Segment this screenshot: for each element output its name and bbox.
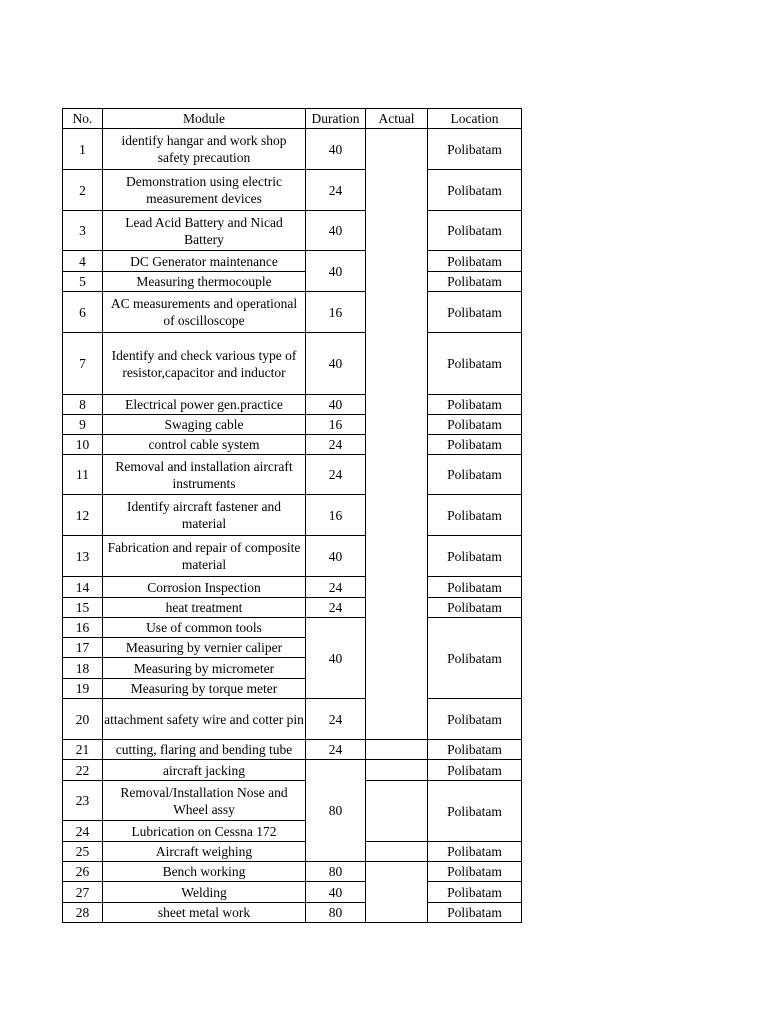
row-number: 9 [62, 414, 103, 435]
row-module: Demonstration using electric measurement devices [102, 169, 306, 211]
row-number: 15 [62, 597, 103, 618]
header-duration: Duration [305, 108, 366, 129]
row-number: 13 [62, 535, 103, 577]
row-module: DC Generator maintenance [102, 250, 306, 272]
row-number: 3 [62, 210, 103, 251]
row-duration: 24 [305, 454, 366, 495]
row-number: 14 [62, 576, 103, 598]
row-location: Polibatam [427, 291, 522, 333]
row-number: 2 [62, 169, 103, 211]
row-module: identify hangar and work shop safety precaution [102, 128, 306, 170]
row-module: Bench working [102, 861, 306, 882]
row-module: AC measurements and operational of oscilloscope [102, 291, 306, 333]
row-actual [365, 128, 428, 740]
row-module: Electrical power gen.practice [102, 394, 306, 415]
module-schedule-table [62, 108, 522, 922]
row-number: 5 [62, 271, 103, 292]
row-duration: 40 [305, 128, 366, 170]
row-number: 21 [62, 739, 103, 760]
row-number: 22 [62, 759, 103, 781]
row-module: Removal/Installation Nose and Wheel assy [102, 780, 306, 821]
row-location: Polibatam [427, 576, 522, 598]
header-no: No. [62, 108, 103, 129]
row-location: Polibatam [427, 861, 522, 882]
row-module: Corrosion Inspection [102, 576, 306, 598]
row-location: Polibatam [427, 881, 522, 903]
row-duration: 24 [305, 739, 366, 760]
row-duration: 40 [305, 535, 366, 577]
row-location: Polibatam [427, 332, 522, 395]
row-actual [365, 841, 428, 862]
row-duration: 24 [305, 434, 366, 455]
row-location: Polibatam [427, 414, 522, 435]
row-duration: 16 [305, 291, 366, 333]
row-duration: 40 [305, 617, 366, 699]
row-module: Welding [102, 881, 306, 903]
row-location: Polibatam [427, 698, 522, 740]
row-location: Polibatam [427, 494, 522, 536]
row-duration: 16 [305, 414, 366, 435]
row-duration: 40 [305, 210, 366, 251]
row-number: 18 [62, 657, 103, 679]
row-location: Polibatam [427, 454, 522, 495]
row-module: Lubrication on Cessna 172 [102, 820, 306, 842]
row-location: Polibatam [427, 128, 522, 170]
row-location: Polibatam [427, 434, 522, 455]
row-module: control cable system [102, 434, 306, 455]
row-duration: 16 [305, 494, 366, 536]
row-module: Measuring by vernier caliper [102, 637, 306, 658]
row-module: Swaging cable [102, 414, 306, 435]
row-number: 11 [62, 454, 103, 495]
header-location: Location [427, 108, 522, 129]
row-number: 4 [62, 250, 103, 272]
row-module: Use of common tools [102, 617, 306, 638]
row-number: 8 [62, 394, 103, 415]
row-duration: 24 [305, 169, 366, 211]
row-duration: 24 [305, 597, 366, 618]
row-location: Polibatam [427, 739, 522, 760]
row-duration: 40 [305, 881, 366, 903]
row-location: Polibatam [427, 597, 522, 618]
row-location: Polibatam [427, 210, 522, 251]
row-location: Polibatam [427, 902, 522, 923]
row-module: cutting, flaring and bending tube [102, 739, 306, 760]
row-number: 26 [62, 861, 103, 882]
row-module: Measuring thermocouple [102, 271, 306, 292]
row-location: Polibatam [427, 394, 522, 415]
row-number: 24 [62, 820, 103, 842]
row-module: Fabrication and repair of composite material [102, 535, 306, 577]
row-location: Polibatam [427, 169, 522, 211]
row-module: Measuring by micrometer [102, 657, 306, 679]
row-module: heat treatment [102, 597, 306, 618]
row-number: 20 [62, 698, 103, 740]
row-module: Removal and installation aircraft instruments [102, 454, 306, 495]
row-number: 25 [62, 841, 103, 862]
row-module: Identify aircraft fastener and material [102, 494, 306, 536]
row-duration: 80 [305, 861, 366, 882]
row-duration: 80 [305, 759, 366, 862]
row-location: Polibatam [427, 617, 522, 699]
row-number: 19 [62, 678, 103, 699]
row-duration: 80 [305, 902, 366, 923]
row-location: Polibatam [427, 780, 522, 842]
row-actual [365, 861, 428, 923]
header-module: Module [102, 108, 306, 129]
row-number: 6 [62, 291, 103, 333]
row-location: Polibatam [427, 250, 522, 272]
row-location: Polibatam [427, 841, 522, 862]
row-number: 10 [62, 434, 103, 455]
row-module: attachment safety wire and cotter pin [102, 698, 306, 740]
row-number: 17 [62, 637, 103, 658]
row-actual [365, 739, 428, 760]
row-number: 16 [62, 617, 103, 638]
row-module: sheet metal work [102, 902, 306, 923]
row-module: aircraft jacking [102, 759, 306, 781]
header-actual: Actual [365, 108, 428, 129]
row-number: 12 [62, 494, 103, 536]
row-actual [365, 780, 428, 842]
row-location: Polibatam [427, 535, 522, 577]
row-duration: 40 [305, 394, 366, 415]
row-location: Polibatam [427, 271, 522, 292]
row-duration: 40 [305, 332, 366, 395]
row-module: Lead Acid Battery and Nicad Battery [102, 210, 306, 251]
row-module: Aircraft weighing [102, 841, 306, 862]
row-location: Polibatam [427, 759, 522, 781]
row-module: Measuring by torque meter [102, 678, 306, 699]
row-number: 1 [62, 128, 103, 170]
row-actual [365, 759, 428, 781]
row-number: 27 [62, 881, 103, 903]
row-number: 28 [62, 902, 103, 923]
row-module: Identify and check various type of resistor,capacitor and inductor [102, 332, 306, 395]
row-number: 23 [62, 780, 103, 821]
row-duration: 24 [305, 698, 366, 740]
row-duration: 40 [305, 250, 366, 292]
row-duration: 24 [305, 576, 366, 598]
row-number: 7 [62, 332, 103, 395]
